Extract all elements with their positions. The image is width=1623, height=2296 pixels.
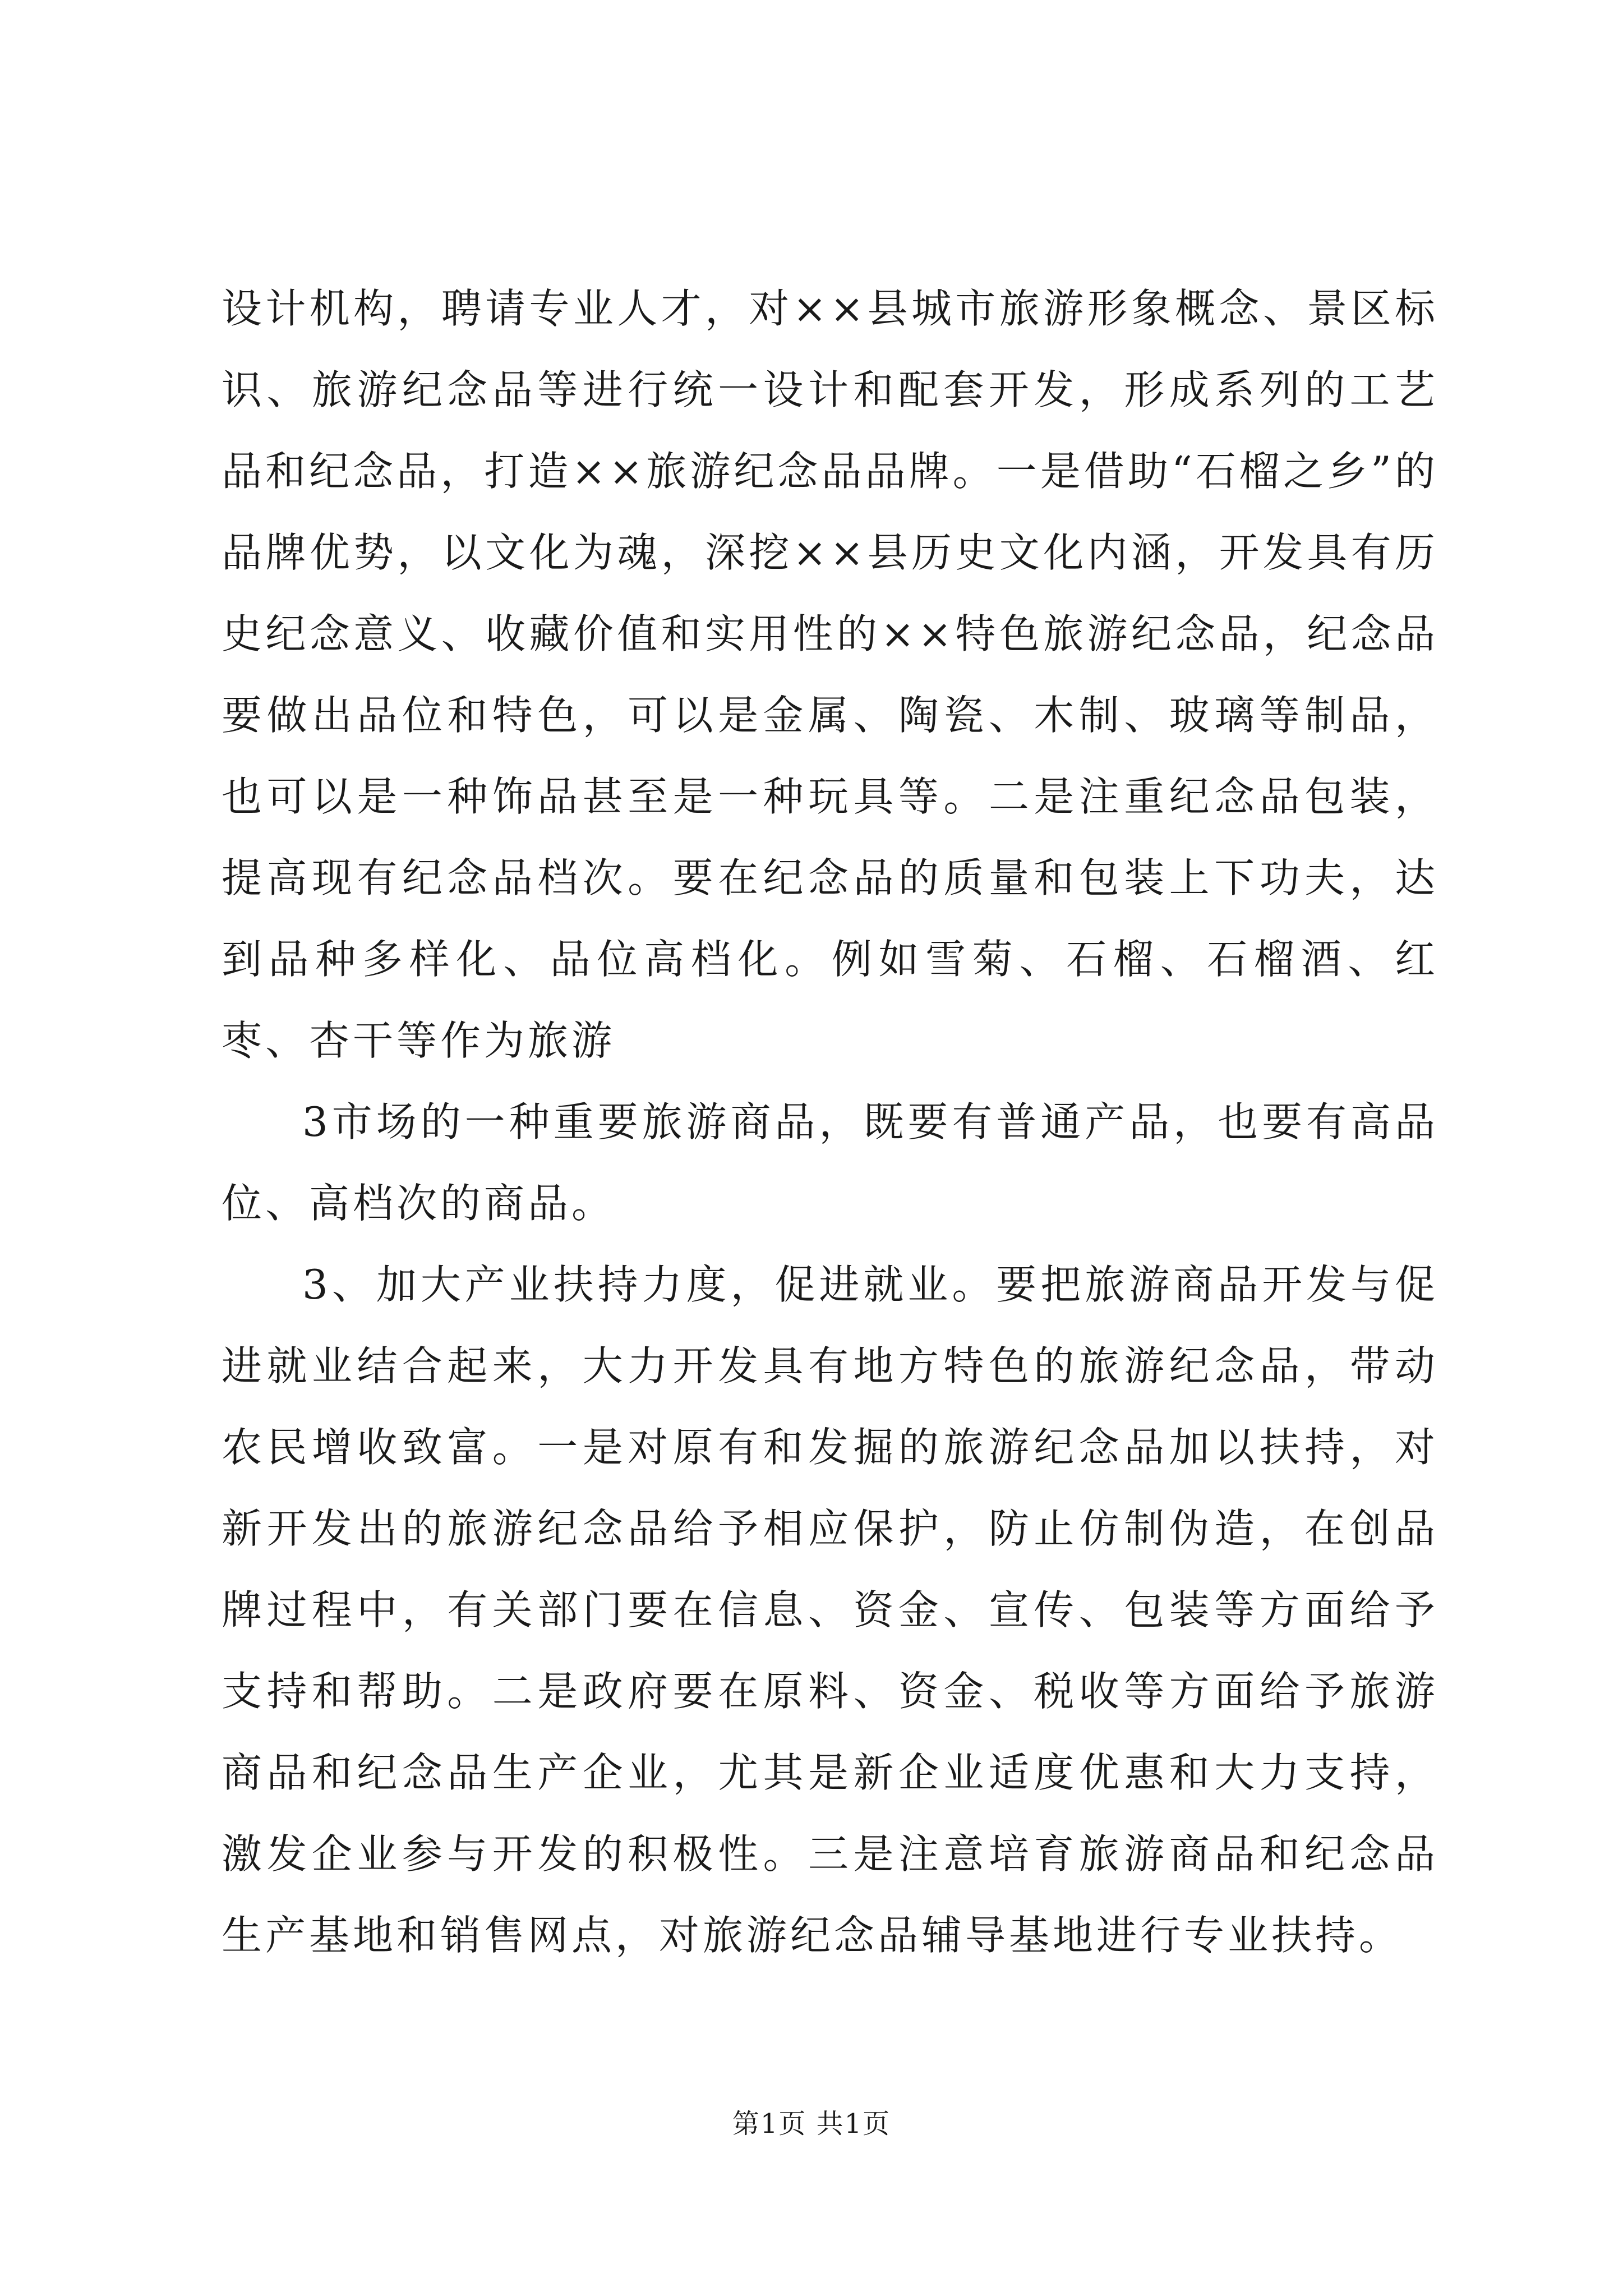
paragraph-continued: 设计机构，聘请专业人才，对××县城市旅游形象概念、景区标识、旅游纪念品等进行统一设计和配套开发，形成系列的工艺品和纪念品，打造××旅游纪念品品牌。一是借助“石榴之乡”的品牌优势，以文化为魂，深挖××县历史文化内涵，开发具有历史纪念意义、收藏价值和实用性的××特色旅游纪念品，纪念品要做出品位和特色，可以是金属、陶瓷、木制、玻璃等制品，也可以是一种饰品甚至是一种玩具等。二是注重纪念品包装，提高现有纪念品档次。要在纪念品的质量和包装上下功夫，达到品种多样化、品位高档化。例如雪菊、石榴、石榴酒、红枣、杏干等作为旅游 <box>222 285 1438 1064</box>
paragraph-industry-support: 3、加大产业扶持力度，促进就业。要把旅游商品开发与促进就业结合起来，大力开发具有地方特色的旅游纪念品，带动农民增收致富。一是对原有和发掘的旅游纪念品加以扶持，对新开发出的旅游纪念品给予相应保护，防止仿制伪造，在创品牌过程中，有关部门要在信息、资金、宣传、包装等方面给予支持和帮助。二是政府要在原料、资金、税收等方面给予旅游商品和纪念品生产企业，尤其是新企业适度优惠和大力支持，激发企业参与开发的积极性。三是注意培育旅游商品和纪念品生产基地和销售网点，对旅游纪念品辅导基地进行专业扶持。 <box>222 1261 1438 1959</box>
page-footer: 第1页 共1页 <box>732 2108 891 2139</box>
document-body <box>222 268 1438 1976</box>
paragraph-market: 3市场的一种重要旅游商品，既要有普通产品，也要有高品位、高档次的商品。 <box>222 1098 1438 1227</box>
